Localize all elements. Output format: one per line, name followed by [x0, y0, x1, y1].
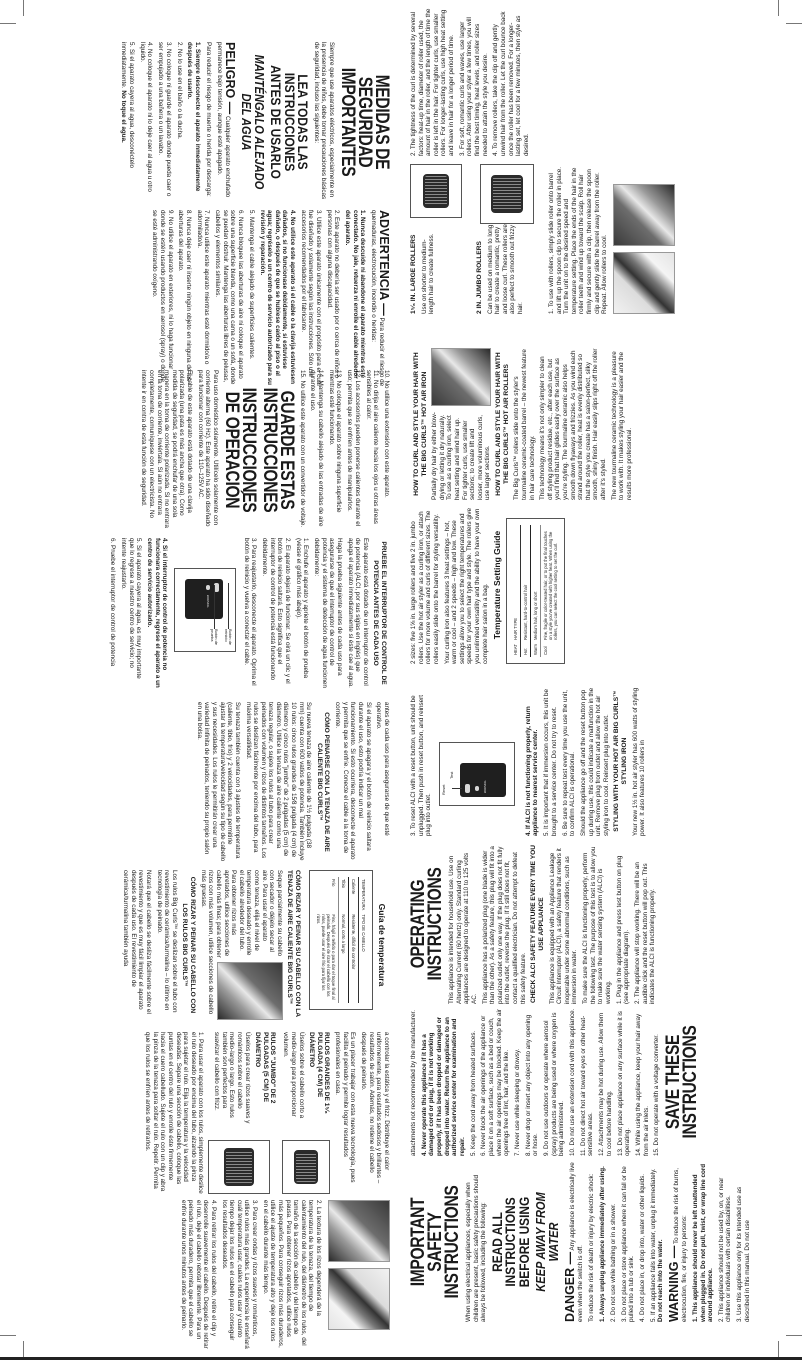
warning-paragraph: WARNING — To reduce the risk of burns, electrocution, fire, or injury to persons:: [667, 1168, 689, 1322]
large-rollers-text: Use on shorter to medium-length hair to create fullness.: [420, 233, 436, 314]
panel-important-safety: [400, 1008, 800, 1360]
roller-icon: [294, 1150, 318, 1184]
safety-item: 6. Never block the air openings of the appliance or place it on a soft surface, such as a bed or couch, where the air openings may be blocked. Keep the air openings free of lint, hair, and the like.: [480, 1008, 511, 1156]
crop-mark: [778, 0, 779, 16]
panel-how-to-curl: [400, 340, 800, 680]
list-item: 14. Mantenga su cabello alejado de las entradas de aire durante el uso.: [309, 370, 325, 527]
alci-test: To make sure the ALCI is functioning properly, perform the following test. The purpose of this test is to allow you to make sure the water sensing system (ALCI) is working.: [582, 846, 612, 1004]
curl-paragraph: Seque parcialmente su cabello con secador o déjelo secar al aire. Para usar el aparato como tenaza, elija el nivel de temperatura deseado y enrolle el cabello alrededor del tubo. Para obtener rizos más apretados, utilice secciones de cabello más finas; para obtener rizos con más volumen, utilice secciones de cabello más gruesas.: [199, 870, 283, 1015]
rollers-paragraph: Los rulos Big Curls™ se deslizan sobre el tubo con revestimiento de cerámica/turmalina – lo último en tecnología de peinado.: [155, 870, 178, 1013]
warning-label: ADVERTENCIA —: [377, 210, 391, 316]
curling-iron-photo: [431, 348, 491, 406]
warning-paragraph: ADVERTENCIA — Para reducir el riesgo de quemaduras, electrocución, incendio o heridas:: [370, 210, 391, 387]
alci-heading: PRUEBE EL INTERRUPTOR DE CONTROL DE POTENCIA ANTES DE CADA USO: [372, 541, 387, 685]
alci-step: 1. Plug in the appliance and press test button on plug (see appropriate diagram).: [615, 855, 631, 1004]
test-callout: Test: [448, 771, 454, 779]
roller-removal-photo: [613, 184, 675, 246]
danger-label: DANGER —: [563, 1251, 578, 1322]
danger-item: 3. No coloque ni guarde el aparato donde pueda caer o ser empujado a una bañera o un lavabo.: [157, 42, 172, 197]
water-heading: MANTÉNGALO ALEJADO DEL AGUA: [238, 54, 267, 190]
intro-text: When using electrical appliances, especially when children are present, basic safety precautions should always be followed, including the following:: [465, 1174, 488, 1322]
rollers-heading: HOW TO CURL AND STYLE YOUR HAIR WITH THE BIG CURLS™ HOT AIR ROLLERS: [495, 352, 510, 496]
continued-text: a controlar la estática y el frizz. Distribuye el calor uniformemente, para resultados sedosos y brillantes – resultados de salón. Además, no retiene el cabello después de peinarlo.: [360, 1032, 390, 1184]
plug-icon: WARNING: [460, 763, 506, 797]
col-guia: [118, 870, 390, 1020]
crop-mark: [786, 23, 802, 24]
use-step: 1. To use with rollers, simply slide roller onto barrel and lift up the spoon clip to secure the roller in place. Turn the unit on to the desired speed and temperature setting. Place the ends of the hair in the roller teeth and wind up toward the scalp. Roll hair firmly and secure with a clip, then release the spoon clip and gently slide the barrel away from the roller. Repeat. Allow rollers to cool.: [548, 166, 609, 314]
intro-text: Siempre que use aparatos eléctricos, especialmente en la presencia de niños, debe tomar precauciones básicas de seguridad, incluso las siguientes:: [312, 42, 335, 200]
crop-mark: [23, 0, 24, 16]
polarized-text: This appliance has a polarized plug (one blade is wider than the other). As a safety feature, this plug will fit into a polarized outlet only one way. If the plug does not fit fully into the outlet, reverse the plug. If it still does not fit, contact a qualified electrician. Do not attempt to defeat this safety feature.: [481, 846, 527, 1004]
jumbo-rollers-heading: 2 IN. JUMBO ROLLERS: [476, 241, 483, 314]
continued-text: attachments not recommended by the manufacturer.: [410, 1010, 417, 1156]
danger-item: 2. Do not use while bathing or in a shower.: [609, 1203, 617, 1322]
read-heading: READ ALL INSTRUCTIONS BEFORE USING: [488, 1196, 532, 1288]
danger-item: 4. No coloque el aparato ni lo deje caer al agua u otro líquido.: [138, 42, 154, 192]
guide-title: Guía de temperatura: [377, 903, 387, 987]
spanish-sheet: [0, 0, 400, 1360]
panel-guarde-instrucciones: [0, 340, 400, 688]
crop-mark: [778, 1341, 779, 1357]
rollers-paragraph: This technology means it's not only simpler to clean off styling product residue, etc., after each use, but you'll find that hair glides easily over the surface as you're styling. The tourmaline ceramic also helps smooth down flyaways and frizzies. As you wind each strand around the roller, heat is evenly distributed so that the style you create has a salon-perfect, silky smooth, shiny finish. Hair easily slips right off the roller after it's styled.: [539, 348, 608, 500]
col-medidas: [117, 42, 390, 202]
step-item: 3. Para crear ondas y rizos suaves y románticos, utilice rulos más grandes. La experiencia le enseñará cuál temperatura usar, cuáles rulos usar y cuánto tiempo dejar los rulos en el cabello para conseguir los resultados deseados.: [220, 1200, 259, 1349]
warning-label: WARNING —: [667, 1245, 682, 1322]
roller-icon: [224, 1148, 254, 1186]
continued-text: 2 sizes: five 1⅝ in. large rollers and five 2 in. jumbo rollers. Use the hot air styler as a curling iron, or attach rollers for more volume and curls of different sizes. The rollers easily slide onto the barrel for styling versatility.: [410, 510, 440, 664]
panel-operating: [400, 680, 800, 1020]
plug-diagram: [439, 742, 515, 806]
rollers-paragraph: The Big Curls™ rollers slide onto the styler's tourmaline ceramic-coated barrel – the newest feature in hair care technology.: [513, 349, 536, 500]
list-item: 10. No utilice una extensión con este aparato.: [383, 370, 390, 498]
danger-item: 1. Siempre desconecte el aparato inmediatamente después de usarlo.: [186, 42, 201, 192]
panel-rollers: [400, 0, 800, 340]
col-tenaza: [192, 702, 390, 862]
rollers-paragraph: The new tourmaline ceramic technology is a pleasure to work with. It makes styling your hair easier and the results more professional.: [610, 351, 633, 500]
alci-step: 3. Para reajustarlo, desconecte el aparato. Oprima el botón de reinicio y vuelva a conectar el cable.: [242, 538, 258, 686]
rollers-heading: CÓMO RIZAR Y PEINAR SU CABELLO CON LOS RULOS BIG CURLS™: [181, 876, 197, 1014]
jumbo-rollers-heading: RULOS "JUMBO" DE 2 PULGADAS (5 CM) DE DIÁMETRO: [254, 1032, 277, 1104]
crop-mark: [0, 1335, 16, 1336]
iron-heading: HOW TO CURL AND STYLE YOUR HAIR WITH THE BIG CURLS™ HOT AIR IRON: [413, 352, 428, 496]
save-heading: GUARDE ESTAS INSTRUCCIONES: [258, 387, 297, 513]
save-heading: SAVE THESE INSTRUCTIONS: [662, 1025, 701, 1139]
large-roller-image: [410, 164, 462, 218]
warning-item: 2. This appliance should not be used by, on, or near children or individuals with certain disabilities.: [717, 1177, 733, 1322]
panel-medidas-seguridad: [0, 0, 400, 387]
alci-step: 2. The appliance will stop working. There will be an audible click and the reset button will pop out. This indicates the ALCI is functioning properly.: [634, 862, 657, 1004]
alci-item: 6. Pruebe el interruptor de control de potencia: [109, 538, 117, 667]
list-item: 12. Los accesorios pueden ponerse calientes durante el uso; permita que se enfríen antes de manipularlos.: [346, 370, 361, 527]
temperature-guide-table: HEAT HAIR TYPE Hot Resistant, hard-to-control hair Warm Medium hair, long or short Cool Fine, fragile or color-treated hair, or to put the final touches on a style you've created with higher heat. When using the rollers, you can select the cool setting to set the curl.: [506, 518, 565, 664]
reset-callout: Reset: [440, 784, 446, 795]
col-guarde: [137, 370, 390, 530]
danger-item: 1. Always unplug appliance immediately after using.: [599, 1166, 607, 1322]
curling-iron-photo: [217, 962, 283, 1020]
col-operating: [410, 844, 660, 1004]
alci-step: 1. Enchufe el aparato y apriete el botón de prueba (véase el gráfico más abajo).: [294, 538, 310, 679]
alci-step: 2. El aparato dejará de funcionar. Se oirá un clic y el botón de reinicio saltará. Esto significa que el interruptor de control de potencia está funcionando debidamente.: [261, 538, 291, 684]
comb-heading: CÓMO PEINARSE CON LA TENAZA DE AIRE CALIENTE BIG CURLS™: [315, 712, 331, 852]
col-rollers-steps: [410, 8, 533, 156]
large-rollers-text: Úselos sobre el cabello corto a medio-largo para proporcionar volumen.: [282, 1032, 305, 1119]
warning-item: 8. Nunca deje caer ni inserte ningún objeto en ninguna de las aberturas del aparato.: [177, 210, 193, 382]
jumbo-roller-image: [208, 1140, 270, 1194]
safety-item: 10. Do not use an extension cord with this appliance.: [569, 1008, 576, 1156]
warning-item: 5. Mantenga el cable alejado de superficies calientes.: [247, 210, 255, 360]
list-item: 11. No dirija el aire caliente hacia los ojos u otras áreas sensibles al calor.: [364, 370, 380, 524]
test-button-icon: [206, 585, 210, 590]
warning-item: 2. Este aparato no debería ser usado por o cerca de niños o personas con alguna discapacidad.: [325, 210, 341, 379]
jumbo-roller-image: [480, 164, 534, 224]
alci-item: 5. It is important that if immersion occurs, this unit be brought to a service center. Do not try to reset.: [543, 689, 558, 836]
safety-item: 8. Never drop or insert any object into any opening or hose.: [524, 1014, 540, 1156]
warning-item: 3. Utilice este aparato únicamente con el propósito para el cual fue diseñado y solamente según las instrucciones. Sólo use accesorios recomendados por el fabricante.: [299, 210, 322, 386]
plug-icon: WARNING: [185, 579, 223, 619]
danger-label: PELIGRO —: [222, 42, 237, 115]
danger-item: 4. Do not place in, or drop into, water or other liquids.: [638, 1173, 646, 1322]
step-item: 4. To remove rollers, take the clip off and gently unwind hair from the roller. Let the curl bounce back once the roller has been removed. For a longer-lasting set, let cool for a few minutes, then style as desired.: [492, 11, 530, 156]
reset-callout: Botón de reinicio: [223, 629, 234, 646]
danger-paragraph: DANGER — Any appliance is electrically live even when the switch is off.: [563, 1162, 585, 1322]
test-callout: Botón de prueba: [209, 629, 220, 646]
iron-paragraph: Partially dry hair by either blow-drying or letting it dry naturally. To use as a curling iron, select heat setting and wind hair up. For tighter curls, use smaller sections; to create lift and looser, more voluminous curls, use larger sections.: [431, 412, 492, 500]
step-item: 3. For soft, romantic curls and waves, use larger rollers. After using your styler a few times, you will find the best timing, heat levels, and roller sizes needed to attain the style you desire.: [458, 17, 489, 156]
col-rulos: [141, 1032, 390, 1194]
polarized-text: El cable de este aparato está dotado de una clavija polarizada (una pata es más ancha que otra). Como medida de seguridad, se podrá enchufar de una sola manera en la toma de corriente polarizada. Si no entrara en la toma de corriente, inviértala. Si aún no entrara completamente, comuníquese con un electricista. No intente ir en contra de esta función de seguridad.: [140, 370, 193, 528]
crop-mark: [786, 1335, 802, 1336]
read-heading: LEA TODAS LAS INSTRUCCIONES ANTES DE USARLO: [268, 65, 312, 179]
water-heading: KEEP AWAY FROM WATER: [533, 1192, 562, 1292]
operating-heading: OPERATING INSTRUCTIONS: [408, 867, 446, 981]
step-item: 4. Para retirar los rulos del cabello, retire el clip y desenrolle suavemente el cabello. Después de retirar el rulo, deje el cabello rebotar libremente. Para un peinado más duradero, permita que el cabello se enfríe durante unos minutos antes de peinarlo.: [179, 1200, 217, 1349]
panel-rulos: [0, 1020, 400, 1360]
alci-item: 5. Si el aparato cayera al agua, es muy importante que lo regrese a nuestro centro de servicio; no intente reajustarlo.: [120, 538, 143, 679]
col-how-to: [410, 348, 637, 500]
col-rulos-steps: [176, 1200, 390, 1350]
panel-tenaza: [0, 680, 400, 1020]
large-roller-image: [282, 1140, 330, 1194]
warning-item: 3. Use this appliance only for its intended use as described in this manual. Do not use: [736, 1186, 751, 1322]
alci-fail: 4. If ALCI is not functioning properly, return appliance to nearest service center.: [524, 706, 540, 836]
safety-item: 13. Do not place appliance on any surface while it is operating.: [616, 1011, 632, 1156]
plug-diagram: [174, 568, 236, 652]
safety-item: 11. Do not direct hot air toward eyes or other heat-sensitive areas.: [579, 1015, 595, 1156]
crop-mark: [0, 23, 16, 24]
title-medidas: MEDIDAS DE SEGURIDAD IMPORTANTES: [337, 67, 392, 177]
warning-item: 9. No utilice el aparato en exteriores, ni lo haga funcionar donde se estén usando productos en aerosol (spray) o donde se esté administrando oxígeno.: [151, 210, 174, 382]
rollers-paragraph: Notará que el cabello se desliza fácilmente sobre el revestimiento y que es muy fácil limpiar el aparato después de cada uso. El revestimiento de cerámica/turmalina también ayuda: [122, 870, 152, 1014]
continued-text: antes de cada uso para asegurarse de que esté operativo.: [375, 702, 390, 836]
roller-icon: [491, 175, 523, 213]
list-item: 13. No coloque el aparato sobre ninguna superficie mientras esté funcionando.: [327, 370, 343, 513]
curl-heading: CÓMO RIZAR Y PEINAR SU CABELLO CON LA TENAZA DE AIRE CALIENTE BIG CURLS™: [286, 870, 301, 1017]
warning-item: 1. Nunca descuide ni abandone el aparato mientras esté conectado. No jale, retuerza ni enrolle el cable alrededor del aparato.: [344, 210, 367, 379]
col-safety: [410, 1162, 755, 1322]
alci-heading: CHECK ALCI SAFETY FEATURE EVERY TIME YOU USE APPLIANCE: [530, 844, 545, 1004]
warning-item: 1. This appliance should never be left unattended when plugged in. Do not pull, twist, or wrap line cord around appliance.: [691, 1163, 715, 1322]
jumbo-rollers-text: Can be used on medium to long hair to create a romantic, pretty and loose curl. These rollers are also perfect to smooth out frizzy hair.: [486, 224, 524, 314]
warning-item: 7. Nunca utilice este aparato mientras esté dormido/a o adormilado/a.: [195, 210, 211, 365]
styling-paragraph: Your new 1½ in. hot air styler has 600 watts of styling power. It also features 10 rollers in: [631, 687, 647, 836]
comb-paragraph: Su tenaza también cuenta con 3 ajustes de temperatura (caliente, tibio, frío) y 2 velocidades, para permitirle ajustar la temperatura/velocidad según su tipo de cabello y sus necesidades. Los rulos le permitirán crear una variedad infinita de peinados, teniendo su propio salón en una bolsa.: [195, 702, 241, 862]
household-text: Para uso doméstico solamente. Utilícelo solamente con corriente alterna (60 Hz). Este aparato ha sido diseñado para funcionar con corriente de 110–125V AC.: [196, 370, 219, 527]
pleasure-text: Es un placer trabajar con esta nueva tecnología, pues facilita el peinado y permite lograr resultados profesionales en casa.: [334, 1032, 357, 1183]
step-item: 2. The tightness of the curl is determined by several factors: heat-up time, diameter of roller used, the amount of hair in the roller, and the length of time the roller is left in the hair. For tighter curls, use smaller rollers. For longer-lasting curls, use high heat setting and leave in hair for a longer period of time.: [410, 8, 455, 156]
col-rollers: [410, 164, 677, 314]
danger-item: 5. If an appliance falls into water, unplug it immediately. Do not reach into the water.: [649, 1168, 665, 1322]
step-item: 2. La textura de los rizos dependerá de la temperatura de la tenaza, del tiempo de calentamiento del rulo, del diámetro de los rulos, del tamaño de la sección de cabello y del tiempo de pausa. Para obtener rizos apretados, utilice rulos más pequeños. Para conseguir rizos más duraderos, utilice el ajuste de temperatura alto y deje los rulos en el cabello durante más tiempo.: [261, 1200, 322, 1348]
english-sheet: [400, 0, 800, 1360]
reset-note: Si el aparato se apagara y el botón de reinicio saltara durante el uso, esto podría indicar un mal funcionamiento. Si esto ocurriera, desconecte el aparato y permita que se enfríe. Conecte el cable a la toma de corriente.: [334, 702, 372, 860]
col-alci-reset: [410, 686, 650, 836]
safety-item: 7. Never use while sleeping or drowsy.: [513, 1048, 521, 1156]
alci-intro: Este aparato está dotado de un interruptor de control de potencia (ALCI, por sus siglas en inglés) que apaga el aparato inmediatamente si éste cae al agua.: [346, 538, 369, 688]
operation-heading: INSTRUCCIONES DE OPERACIÓN: [220, 387, 259, 513]
alci-fail: 4. Si el interruptor de control de potencia no funcionara correctamente, regrese el aparato a un centro de servicio autorizado.: [145, 538, 169, 688]
test-button-icon: [475, 786, 479, 791]
jumbo-rollers-text: Úselos para crear rizos suaves y románticos sobre el cabello medio-largo o largo. Esto rulos también son perfectos para suavizar el cabello con frizz.: [213, 1032, 251, 1124]
large-rollers-heading: RULOS GRANDES DE 1⁵⁄₈ PULGADA (4 CM) DE DIÁMETRO: [308, 1032, 331, 1114]
danger-reduce: Para reducir el riesgo de muerte o herida por descarga:: [204, 42, 212, 197]
safety-item: 12. Attachments may be hot during use. Allow them to cool before handling.: [598, 1012, 613, 1156]
title-important-safety: IMPORTANT SAFETY INSTRUCTIONS: [408, 1185, 463, 1299]
crop-mark: [23, 1341, 24, 1357]
danger-paragraph: PELIGRO — Cualquier aparato enchufado permanece bajo tensión, aunque esté apagado.: [215, 42, 237, 198]
safety-item: 4. Never operate this appliance if it has a damaged cord or plug, if it is not working properly, if it has been dropped or damaged or dropped into water. Return the appliance to an authorized service center for examination and repair.: [420, 1016, 466, 1156]
large-rollers-heading: 1⁵⁄₈ IN. LARGE ROLLERS: [410, 234, 417, 314]
roller-icon: [423, 174, 449, 208]
household-text: This appliance is intended for household use. Use on Alternating Current (60 hertz) only. Standard curling appliances are designed to operate at 110 to 125 volts AC.: [448, 852, 478, 1004]
danger-reduce: To reduce the risk of death or injury by electric shock:: [588, 1173, 596, 1322]
roller-removal-photo: [328, 1200, 390, 1262]
alci-intro: This appliance is equipped with an Appliance Leakage Circuit Interrupter (ALCI), a safety feature that renders it inoperable under some abnormal conditions, such as immersion in water.: [548, 848, 579, 1004]
styling-heading: STYLING WITH YOUR HOT AIR BIG CURLS™ STYLING IRON: [613, 690, 629, 832]
danger-item: 5. Si el aparato cayera al agua, desconéctelo inmediatamente. No toque el agua.: [120, 42, 136, 169]
warning-item: 6. Nunca bloquee las aberturas de aire ni coloque el aparato sobre una superficie blanda, como una cama o un sofá, donde se puedan obstruir. Mantenga las aberturas libres de pelusas, cabellos y elementos similares.: [214, 210, 244, 385]
col-settings: [410, 506, 565, 664]
reset-button-icon: [465, 784, 470, 793]
safety-item: 15. Do not operate with a voltage converter.: [653, 1034, 661, 1156]
guide-title: Temperature Setting Guide: [492, 530, 503, 640]
temperature-guide-table: TEMPERATURA TIPO DE CABELLO Caliente Resistente, difícil de controlar Tibio Normal, corto a largo Frío Fino, frágil o teñido o para dar el toque final al peinado. Después de rizar el cabello con los rulos, puede usar el aire frío para fijar los rizos.: [309, 870, 373, 1010]
danger-item: 2. No lo use en el baño o la ducha.: [175, 42, 183, 140]
alci-item: 6. Be sure to repeat test every time you use the unit, to confirm ALCI is operational.: [561, 690, 577, 836]
roller-barrel-photo: [328, 1268, 390, 1330]
warning-item: 4. No utilice este aparato si el cable o la clavija estuviesen dañados, si no funcionase debidamente, si estuviese dañado, o después de que se hubiese caído al piso o al agua; regréselo a un centro de servicio autorizado para su revisión y reparación.: [258, 210, 296, 385]
use-step: 1. Para usar el aparato con los rulos, simplemente deslice el rulo deseado por encima del tubo, alzando la pinza para sujetar el rulo. Elija la temperatura y la velocidad deseadas. Separe una sección de cabello, coloque las puntas en el centro del rulo y enrolle éste firmemente hacia el cuero cabelludo. Sujete el rulo con un clip y abra la pinza de la tenaza para soltar el rulo. Repetir. Permita que los rulos se enfríen antes de retirarlos.: [144, 1032, 205, 1194]
alci-step: 3. To reset ALCI with a reset button, unit should be unplugged. Then push in reset button, and reinsert plug into outlet.: [410, 695, 433, 836]
comb-paragraph: Su nueva tenaza de aire caliente de 1½ pulgada (38 mm) cuenta con 600 vatios de potencia. También incluye 10 rulos: cinco rulos grandes de 15⁄8 pulgada (4 cm) de diámetro y cinco rulos "jumbo" de 2 pulgadas (5 cm) de diámetro. Utilice la tenaza de aire caliente como una tenaza regular, o sujete los rulos al tubo para crear peinados con volumen y rizos de distintos tamaños. Los rulos se deslizan fácilmente por encima del tubo, para máxima versatilidad.: [244, 702, 313, 861]
col-alci: [105, 538, 390, 688]
settings-text: Your curling iron also features 3 heat settings – hot, warm or cool – and 2 speeds – high and low. These settings allow you to select the right temperatures and speeds for your own hair type and style. The rollers give you unlimited versatility and the ability to have your own complete hair salon in a bag.: [443, 508, 489, 664]
safety-item: 5. Keep the cord away from heated surfaces.: [469, 1030, 477, 1156]
danger-item: 3. Do not place or store appliance where it can fall or be pulled into a tub or sink.: [620, 1166, 636, 1322]
safety-item: 14. While using the appliance, keep your hair away from the air inlets.: [634, 1013, 650, 1156]
list-item: 15. No utilice este aparato con un convertidor de voltaje.: [298, 370, 306, 528]
roller-barrel-photo: [613, 252, 675, 314]
alci-test: Haga la prueba siguiente antes de cada uso para asegurarse de que el interruptor de control de potencia y el sistema de detección de agua funcionen debidamente:: [313, 538, 343, 688]
col-safety-cont: [410, 1008, 703, 1156]
alci-note: Should the appliance go off and the reset button pop up during use, this could indicate a malfunction in the unit. Remove plug from outlet and allow the hot air styling iron to cool. Reinsert plug into outlet.: [579, 687, 610, 836]
safety-item: 9. Do not use outdoors or operate where aerosol (spray) products are being used or where oxygen is being administered.: [543, 1012, 566, 1156]
